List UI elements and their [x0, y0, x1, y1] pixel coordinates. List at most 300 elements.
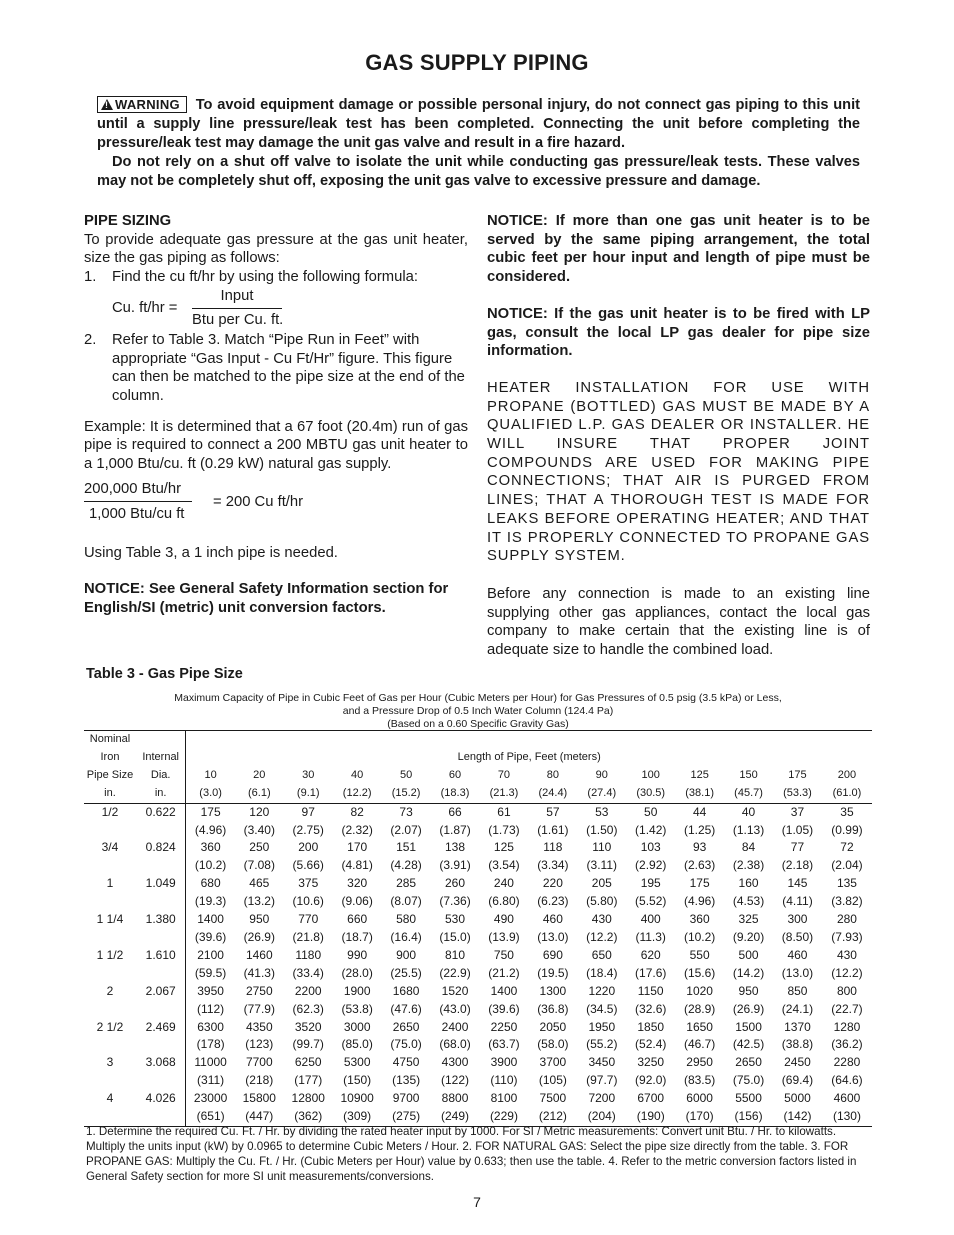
capacity-cfh-cell: 3250 — [637, 1055, 665, 1070]
capacity-cfh-cell: 73 — [399, 804, 413, 819]
example-numerator: 200,000 Btu/hr — [84, 480, 182, 497]
capacity-cfh-cell: 93 — [692, 840, 707, 855]
capacity-cmh-cell: (22.9) — [439, 965, 471, 980]
table-caption: Table 3 - Gas Pipe Size — [86, 666, 243, 682]
capacity-cmh-cell: (2.32) — [341, 822, 373, 837]
notice-multiple-heaters: NOTICE: If more than one gas unit heater is to be served by the same piping arrangement, the total cubic feet per hour input and length of pipe must be considered. — [487, 213, 870, 286]
capacity-cmh-cell: (3.91) — [439, 858, 471, 873]
capacity-cmh-cell: (309) — [343, 1109, 372, 1124]
capacity-cfh-cell: 15800 — [242, 1091, 276, 1106]
capacity-cmh-cell: (85.0) — [341, 1037, 373, 1052]
using-table-text: Using Table 3, a 1 inch pipe is needed. — [84, 544, 338, 561]
capacity-cmh-cell: (18.4) — [586, 965, 618, 980]
header-in-1: in. — [104, 786, 116, 799]
header-length-m: (61.0) — [832, 786, 862, 799]
capacity-cmh-cell: (77.9) — [243, 1001, 275, 1016]
capacity-cfh-cell: 1020 — [686, 983, 713, 998]
table-row — [84, 1019, 872, 1037]
capacity-cfh-cell: 2050 — [539, 1019, 567, 1034]
capacity-cmh-cell: (130) — [832, 1109, 861, 1124]
capacity-cmh-cell: (1.50) — [586, 822, 618, 837]
capacity-cmh-cell: (7.08) — [243, 858, 275, 873]
capacity-cfh-cell: 3950 — [186, 983, 235, 1001]
capacity-cfh-cell: 285 — [396, 876, 417, 891]
capacity-cfh-cell: 1900 — [343, 983, 371, 998]
capacity-cfh-cell: 120 — [249, 804, 270, 819]
capacity-cfh-cell: 175 — [689, 876, 710, 891]
header-length-m: (12.2) — [342, 786, 372, 799]
capacity-cfh-cell: 50 — [644, 804, 658, 819]
header-length-ft: 150 — [739, 768, 758, 781]
capacity-cmh-cell: (142) — [783, 1109, 812, 1124]
capacity-cmh-cell: (16.4) — [390, 929, 422, 944]
capacity-cfh-cell: 465 — [249, 876, 270, 891]
capacity-cfh-cell: 57 — [546, 804, 560, 819]
capacity-cfh-cell: 1460 — [245, 947, 273, 962]
capacity-cmh-cell: (6.80) — [488, 894, 520, 909]
capacity-cfh-cell: 1650 — [686, 1019, 713, 1034]
table-row-metric — [84, 1001, 872, 1019]
capacity-cmh-cell: (4.81) — [341, 858, 373, 873]
capacity-cfh-cell: 360 — [186, 839, 235, 857]
capacity-cmh-cell: (2.07) — [390, 822, 422, 837]
capacity-cmh-cell: (2.75) — [292, 822, 324, 837]
capacity-cmh-cell: (36.2) — [831, 1037, 863, 1052]
capacity-cmh-cell: (32.6) — [635, 1001, 667, 1016]
capacity-cmh-cell: (1.42) — [635, 822, 667, 837]
header-length-ft: 50 — [399, 768, 413, 781]
capacity-cmh-cell: (25.5) — [390, 965, 422, 980]
capacity-cfh-cell: 375 — [298, 876, 319, 891]
warning-block — [97, 96, 860, 191]
page-number: 7 — [473, 1194, 481, 1210]
capacity-cfh-cell: 82 — [350, 804, 364, 819]
header-length-m: (21.3) — [489, 786, 519, 799]
internal-dia-cell: 0.824 — [145, 840, 176, 855]
capacity-cmh-cell: (5.80) — [586, 894, 618, 909]
warning-triangle-icon — [101, 99, 113, 110]
capacity-cmh-cell: (122) — [441, 1073, 470, 1088]
capacity-cfh-cell: 1520 — [441, 983, 469, 998]
table-row-metric — [84, 929, 872, 947]
capacity-cfh-cell: 103 — [640, 840, 661, 855]
capacity-cfh-cell: 650 — [591, 947, 612, 962]
table-header-row-4 — [84, 785, 872, 803]
capacity-cfh-cell: 110 — [592, 840, 612, 855]
capacity-cmh-cell: (3.82) — [831, 894, 863, 909]
header-length-ft: 20 — [253, 768, 266, 781]
capacity-cmh-cell: (9.20) — [732, 929, 765, 944]
table-row — [84, 803, 872, 821]
header-pipe-size: Pipe Size — [86, 768, 134, 781]
capacity-cmh-cell: (150) — [343, 1073, 372, 1088]
capacity-cmh-cell: (13.0) — [537, 929, 569, 944]
internal-dia-cell: 4.026 — [145, 1091, 176, 1106]
capacity-cmh-cell: (204) — [587, 1109, 616, 1124]
capacity-cmh-cell: (26.9) — [732, 1001, 765, 1016]
capacity-cfh-cell: 360 — [689, 912, 710, 927]
table-row-metric — [84, 965, 872, 983]
capacity-cfh-cell: 6300 — [186, 1019, 235, 1037]
pipe-size-cell: 1 — [106, 876, 114, 891]
capacity-cfh-cell: 118 — [543, 840, 563, 855]
capacity-cfh-cell: 490 — [493, 912, 514, 927]
capacity-cmh-cell: (212) — [538, 1109, 567, 1124]
capacity-cfh-cell: 580 — [396, 912, 417, 927]
capacity-cfh-cell: 170 — [347, 840, 368, 855]
capacity-cfh-cell: 4350 — [245, 1019, 273, 1034]
pipe-size-cell: 1 1/2 — [96, 947, 124, 962]
table-row-metric — [84, 1036, 872, 1054]
table-description — [84, 692, 872, 731]
capacity-cmh-cell: (47.6) — [390, 1001, 422, 1016]
table-row — [84, 947, 872, 965]
right-column — [487, 212, 870, 660]
pipe-size-cell: 1/2 — [101, 804, 119, 819]
table-description-line-3: (Based on a 0.60 Specific Gravity Gas) — [387, 718, 569, 730]
header-length-ft: 30 — [302, 768, 315, 781]
warning-text-1: To avoid equipment damage or possible personal injury, do not connect gas piping to this unit until a supply line pressure/leak test has been completed. Connecting the unit before completing the pressure/leak test may damage the unit gas valve and result in a fire hazard. — [97, 97, 860, 151]
capacity-cmh-cell: (135) — [392, 1073, 421, 1088]
table-footnote: 1. Determine the required Cu. Ft. / Hr. by dividing the rated heater input by 1000. For SI / Metric measurements: Convert unit Btu. / Hr. to kilowatts. Multiply the units input (kW) by 0.0965 to determine Cubic Meters / Hour. 2. FOR NATURAL GAS: Select the pipe size directly from the table. 3. FOR PROPANE GAS: Multiply the Cu. Ft. / Hr. (Cubic Meters per Hour) value by 0.633; then use the table. 4. Refer to the metric conversion factors listed in General Safety section for more SI unit measurements/conversions. — [86, 1125, 857, 1183]
formula-denominator: Btu per Cu. ft. — [192, 311, 284, 328]
capacity-cfh-cell: 9700 — [392, 1091, 420, 1106]
capacity-cmh-cell: (362) — [294, 1109, 323, 1124]
capacity-cfh-cell: 950 — [738, 983, 759, 998]
capacity-cmh-cell: (11.3) — [635, 929, 666, 944]
capacity-cmh-cell: (69.4) — [781, 1073, 814, 1088]
capacity-cmh-cell: (10.2) — [186, 857, 235, 875]
capacity-cfh-cell: 138 — [445, 840, 466, 855]
table-row-metric — [84, 1072, 872, 1090]
capacity-cmh-cell: (39.6) — [186, 929, 235, 947]
warning-paragraph-1 — [97, 96, 860, 153]
header-length-ft: 10 — [186, 767, 235, 785]
capacity-cmh-cell: (14.2) — [732, 965, 765, 980]
capacity-cmh-cell: (249) — [441, 1109, 470, 1124]
capacity-cmh-cell: (75.0) — [732, 1073, 765, 1088]
header-length-ft: 200 — [837, 768, 857, 781]
header-length-m: (38.1) — [685, 786, 714, 799]
capacity-cmh-cell: (12.2) — [586, 929, 618, 944]
header-length-m: (53.3) — [783, 786, 812, 799]
capacity-cmh-cell: (15.6) — [683, 965, 716, 980]
pipe-sizing-intro: To provide adequate gas pressure at the gas unit heater, size the gas piping as follows: — [84, 231, 468, 267]
capacity-cmh-cell: (22.7) — [831, 1001, 863, 1016]
internal-dia-cell: 1.380 — [145, 912, 176, 927]
header-nominal: Nominal — [89, 733, 131, 745]
capacity-cmh-cell: (1.73) — [488, 822, 520, 837]
capacity-cfh-cell: 145 — [787, 876, 808, 891]
table-row — [84, 1090, 872, 1108]
capacity-cmh-cell: (156) — [734, 1109, 763, 1124]
table-row-metric — [84, 822, 872, 840]
capacity-cfh-cell: 77 — [790, 840, 805, 855]
capacity-cfh-cell: 430 — [591, 912, 612, 927]
formula-numerator: Input — [220, 287, 254, 304]
capacity-cfh-cell: 2400 — [441, 1019, 469, 1034]
capacity-cmh-cell: (26.9) — [243, 929, 275, 944]
capacity-cfh-cell: 6700 — [637, 1091, 665, 1106]
capacity-cmh-cell: (170) — [685, 1109, 714, 1124]
capacity-cfh-cell: 1850 — [637, 1019, 665, 1034]
pipe-sizing-heading: PIPE SIZING — [84, 213, 172, 229]
capacity-cfh-cell: 810 — [445, 947, 466, 962]
warning-badge — [97, 96, 187, 113]
gas-pipe-size-table — [84, 730, 872, 1127]
capacity-cmh-cell: (218) — [245, 1073, 274, 1088]
header-dia: Dia. — [150, 768, 171, 781]
capacity-cfh-cell: 72 — [840, 840, 854, 855]
capacity-cfh-cell: 2280 — [833, 1055, 861, 1070]
capacity-cmh-cell: (3.40) — [243, 822, 275, 837]
capacity-cmh-cell: (41.3) — [243, 965, 275, 980]
step-1 — [84, 268, 468, 287]
capacity-cmh-cell: (43.0) — [439, 1001, 471, 1016]
capacity-cfh-cell: 6250 — [294, 1055, 322, 1070]
capacity-cmh-cell: (5.52) — [635, 894, 667, 909]
capacity-cmh-cell: (58.0) — [537, 1037, 569, 1052]
table-row — [84, 839, 872, 857]
capacity-cfh-cell: 220 — [542, 876, 563, 891]
pipe-size-cell: 3/4 — [101, 840, 119, 855]
capacity-cfh-cell: 2200 — [294, 983, 322, 998]
capacity-cmh-cell: (17.6) — [635, 965, 667, 980]
capacity-cfh-cell: 1680 — [392, 983, 420, 998]
capacity-cmh-cell: (651) — [186, 1108, 235, 1126]
capacity-cmh-cell: (2.18) — [781, 858, 814, 873]
internal-dia-cell: 2.067 — [145, 983, 176, 998]
capacity-cfh-cell: 66 — [448, 804, 462, 819]
internal-dia-cell: 2.469 — [145, 1019, 176, 1034]
capacity-cfh-cell: 2750 — [245, 983, 273, 998]
capacity-cfh-cell: 950 — [249, 912, 270, 927]
capacity-cfh-cell: 2650 — [735, 1055, 762, 1070]
formula — [84, 287, 468, 331]
capacity-cmh-cell: (39.6) — [488, 1001, 520, 1016]
capacity-cmh-cell: (123) — [245, 1037, 274, 1052]
header-length-m: (45.7) — [734, 786, 763, 799]
capacity-cmh-cell: (2.92) — [635, 858, 667, 873]
step-1-text: Find the cu ft/hr by using the following formula: — [112, 269, 418, 286]
capacity-cfh-cell: 690 — [542, 947, 563, 962]
capacity-cfh-cell: 97 — [301, 804, 315, 819]
capacity-cmh-cell: (28.9) — [683, 1001, 716, 1016]
capacity-cmh-cell: (2.38) — [732, 858, 765, 873]
capacity-cfh-cell: 1220 — [588, 983, 616, 998]
capacity-cmh-cell: (3.34) — [537, 858, 569, 873]
capacity-cmh-cell: (97.7) — [586, 1073, 618, 1088]
capacity-cfh-cell: 1400 — [186, 911, 235, 929]
table-row — [84, 911, 872, 929]
conversion-notice: NOTICE: See General Safety Information section for English/SI (metric) unit conversion factors. — [84, 581, 449, 617]
capacity-cmh-cell: (18.7) — [341, 929, 373, 944]
propane-installation-text: HEATER INSTALLATION FOR USE WITH PROPANE (BOTTLED) GAS MUST BE MADE BY A QUALIFIED L.P. GAS DEALER OR INSTALLER. HE WILL INSURE THAT PROPER JOINT COMPOUNDS ARE USED FOR MAKING PIPE CONNECTIONS; THAT AIR IS PURGED FROM LINES; THAT A THOROUGH TEST IS MADE FOR LEAKS BEFORE OPERATING HEATER; AND THAT IT IS PROPERLY CONNECTED TO PROPANE GAS SUPPLY SYSTEM. — [487, 379, 870, 565]
capacity-cfh-cell: 1400 — [490, 983, 518, 998]
header-length-m: (3.0) — [186, 785, 235, 803]
capacity-cfh-cell: 1500 — [735, 1019, 762, 1034]
capacity-cmh-cell: (62.3) — [292, 1001, 324, 1016]
header-length-ft: 175 — [788, 768, 807, 781]
capacity-cmh-cell: (55.2) — [586, 1037, 618, 1052]
capacity-cmh-cell: (229) — [489, 1109, 518, 1124]
capacity-cfh-cell: 430 — [836, 947, 857, 962]
capacity-cmh-cell: (8.07) — [390, 894, 422, 909]
capacity-cfh-cell: 750 — [493, 947, 514, 962]
header-length-m: (27.4) — [587, 786, 617, 799]
header-length-m: (18.3) — [440, 786, 470, 799]
capacity-cmh-cell: (92.0) — [635, 1073, 667, 1088]
step-2-text: Refer to Table 3. Match “Pipe Run in Feet” with appropriate “Gas Input - Cu Ft/Hr” figure. This figure can then be matched to the pipe size at the end of the column. — [112, 331, 465, 404]
capacity-cmh-cell: (190) — [636, 1109, 665, 1124]
capacity-cmh-cell: (1.05) — [781, 822, 814, 837]
capacity-cmh-cell: (3.54) — [488, 858, 520, 873]
capacity-cfh-cell: 3900 — [490, 1055, 518, 1070]
example-denominator: 1,000 Btu/cu ft — [89, 505, 185, 522]
step-2 — [84, 331, 468, 406]
capacity-cfh-cell: 3000 — [343, 1019, 371, 1034]
capacity-cfh-cell: 660 — [347, 912, 368, 927]
capacity-cmh-cell: (8.50) — [781, 929, 814, 944]
capacity-cfh-cell: 850 — [787, 983, 808, 998]
header-iron: Iron — [100, 750, 120, 763]
capacity-cmh-cell: (2.04) — [831, 858, 863, 873]
capacity-cmh-cell: (4.96) — [186, 822, 235, 840]
capacity-cfh-cell: 3520 — [294, 1019, 322, 1034]
capacity-cfh-cell: 205 — [591, 876, 612, 891]
capacity-cmh-cell: (105) — [538, 1073, 567, 1088]
header-length-ft: 90 — [595, 768, 608, 781]
table-row — [84, 875, 872, 893]
table-description-line-1: Maximum Capacity of Pipe in Cubic Feet of Gas per Hour (Cubic Meters per Hour) for Gas Pressures of 0.5 psig (3.5 kPa) or Less, — [174, 692, 782, 704]
capacity-cmh-cell: (9.06) — [341, 894, 373, 909]
capacity-cfh-cell: 7200 — [588, 1091, 616, 1106]
capacity-cmh-cell: (4.53) — [732, 894, 765, 909]
capacity-cmh-cell: (1.87) — [439, 822, 471, 837]
header-length-ft: 70 — [497, 768, 511, 781]
capacity-cmh-cell: (24.1) — [781, 1001, 814, 1016]
pipe-size-cell: 3 — [106, 1055, 114, 1070]
internal-dia-cell: 3.068 — [145, 1055, 176, 1070]
capacity-cfh-cell: 7700 — [245, 1055, 273, 1070]
capacity-cfh-cell: 3450 — [588, 1055, 616, 1070]
step-1-number: 1. — [84, 269, 97, 286]
capacity-cfh-cell: 2250 — [490, 1019, 518, 1034]
capacity-cfh-cell: 4750 — [392, 1055, 420, 1070]
capacity-cfh-cell: 325 — [738, 912, 759, 927]
capacity-cfh-cell: 10900 — [340, 1091, 374, 1106]
left-column — [84, 212, 468, 618]
header-length-m: (9.1) — [296, 786, 320, 799]
table-row-metric — [84, 893, 872, 911]
capacity-cfh-cell: 2450 — [784, 1055, 811, 1070]
capacity-cfh-cell: 770 — [298, 912, 319, 927]
capacity-cfh-cell: 1280 — [833, 1019, 861, 1034]
internal-dia-cell: 1.049 — [145, 876, 176, 891]
capacity-cmh-cell: (99.7) — [292, 1037, 324, 1052]
header-length-m: (30.5) — [636, 786, 666, 799]
pipe-size-cell: 4 — [106, 1091, 114, 1106]
capacity-cfh-cell: 1150 — [637, 983, 664, 998]
existing-line-text: Before any connection is made to an existing line supplying other gas appliances, contact the local gas company to make certain that the existing line is of adequate size to handle the combined load. — [487, 585, 870, 659]
capacity-cfh-cell: 280 — [836, 912, 857, 927]
capacity-cfh-cell: 2650 — [392, 1019, 420, 1034]
capacity-cfh-cell: 4600 — [833, 1091, 861, 1106]
capacity-cmh-cell: (59.5) — [186, 965, 235, 983]
capacity-cmh-cell: (52.4) — [635, 1037, 667, 1052]
capacity-cfh-cell: 3700 — [539, 1055, 567, 1070]
capacity-cmh-cell: (4.96) — [683, 894, 716, 909]
capacity-cfh-cell: 1950 — [588, 1019, 616, 1034]
capacity-cmh-cell: (63.7) — [488, 1037, 520, 1052]
warning-badge-label: WARNING — [115, 97, 180, 112]
capacity-cfh-cell: 200 — [298, 840, 319, 855]
capacity-cmh-cell: (7.93) — [831, 929, 863, 944]
header-length-ft: 60 — [448, 768, 462, 781]
capacity-cfh-cell: 84 — [741, 840, 756, 855]
capacity-cfh-cell: 550 — [689, 947, 710, 962]
capacity-cfh-cell: 260 — [445, 876, 466, 891]
capacity-cfh-cell: 37 — [790, 804, 805, 819]
header-length-ft: 40 — [351, 768, 364, 781]
capacity-cfh-cell: 125 — [493, 840, 514, 855]
step-2-number: 2. — [84, 331, 97, 348]
header-in-2: in. — [154, 786, 167, 799]
formula-fraction-line — [192, 308, 282, 309]
header-length-ft: 125 — [690, 768, 709, 781]
capacity-cmh-cell: (1.25) — [683, 822, 716, 837]
capacity-cfh-cell: 300 — [787, 912, 808, 927]
capacity-cfh-cell: 900 — [396, 947, 417, 962]
capacity-cmh-cell: (0.99) — [831, 822, 863, 837]
table-header-row-1 — [84, 731, 872, 749]
capacity-cmh-cell: (311) — [186, 1072, 235, 1090]
table-row — [84, 983, 872, 1001]
notice-lp-gas: NOTICE: If the gas unit heater is to be fired with LP gas, consult the local LP gas dealer for pipe size information. — [487, 305, 870, 360]
capacity-cmh-cell: (13.2) — [243, 894, 275, 909]
capacity-cfh-cell: 2950 — [686, 1055, 713, 1070]
header-internal: Internal — [142, 750, 180, 763]
capacity-cmh-cell: (4.11) — [782, 894, 813, 909]
pipe-size-cell: 1 1/4 — [96, 912, 124, 927]
capacity-cmh-cell: (2.63) — [683, 858, 716, 873]
capacity-cmh-cell: (21.8) — [292, 929, 324, 944]
capacity-cmh-cell: (10.6) — [292, 894, 324, 909]
capacity-cfh-cell: 5500 — [735, 1091, 762, 1106]
capacity-cfh-cell: 40 — [741, 804, 756, 819]
capacity-cfh-cell: 1370 — [784, 1019, 811, 1034]
capacity-cmh-cell: (110) — [490, 1073, 518, 1088]
capacity-cmh-cell: (42.5) — [732, 1037, 765, 1052]
capacity-cfh-cell: 6000 — [686, 1091, 713, 1106]
capacity-cfh-cell: 151 — [396, 840, 417, 855]
capacity-cmh-cell: (447) — [245, 1109, 274, 1124]
capacity-cfh-cell: 11000 — [186, 1054, 235, 1072]
capacity-cfh-cell: 1300 — [539, 983, 567, 998]
capacity-cfh-cell: 240 — [493, 876, 514, 891]
capacity-cmh-cell: (46.7) — [683, 1037, 716, 1052]
capacity-cfh-cell: 8800 — [441, 1091, 469, 1106]
header-length-m: (15.2) — [391, 786, 421, 799]
capacity-cfh-cell: 8100 — [490, 1091, 518, 1106]
capacity-cmh-cell: (7.36) — [439, 894, 471, 909]
capacity-cfh-cell: 2100 — [186, 947, 235, 965]
capacity-cfh-cell: 160 — [738, 876, 759, 891]
capacity-cmh-cell: (19.3) — [186, 893, 235, 911]
example-formula — [84, 480, 468, 524]
capacity-cmh-cell: (13.9) — [488, 929, 520, 944]
capacity-cmh-cell: (12.2) — [831, 965, 863, 980]
